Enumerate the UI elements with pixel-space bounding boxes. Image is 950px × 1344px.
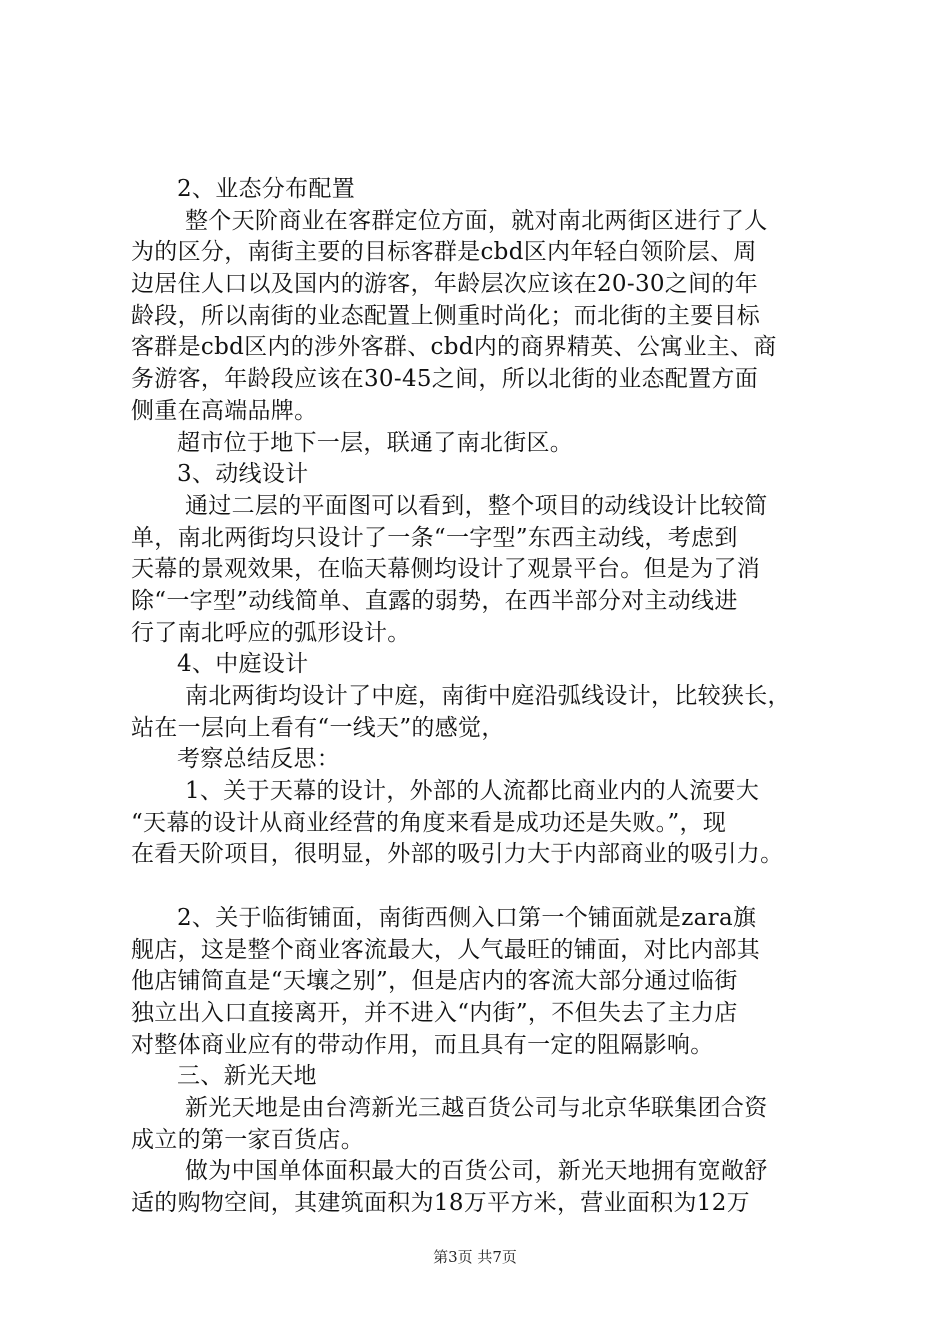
heading-reflection: 考察总结反思： [177,746,341,773]
paragraph-line: 独立出入口直接离开，并不进入“内街”，不但失去了主力店 [131,999,738,1026]
paragraph-line: 客群是cbd区内的涉外客群、cbd内的商界精英、公寓业主、商 [131,334,777,361]
paragraph-line: 适的购物空间，其建筑面积为18万平方米，营业面积为12万 [131,1190,750,1216]
paragraph-line: 超市位于地下一层，联通了南北街区。 [177,429,574,456]
page-footer: 第3页 共7页 [433,1248,517,1266]
paragraph-line: 站在一层向上看有“一线天”的感觉， [131,714,505,741]
heading-atrium-design: 4、中庭设计 [177,651,309,678]
blank-line [131,871,831,903]
paragraph-line: 整个天阶商业在客群定位方面，就对南北两街区进行了人 [185,207,768,234]
paragraph-line: 做为中国单体面积最大的百货公司，新光天地拥有宽敞舒 [185,1158,768,1185]
paragraph-line: 除“一字型”动线简单、直露的弱势，在西半部分对主动线进 [131,587,738,614]
paragraph-line: 成立的第一家百货店。 [131,1126,364,1153]
paragraph-line: 南北两街均设计了中庭，南街中庭沿弧线设计，比较狭长， [185,683,791,709]
paragraph-line: 1、关于天幕的设计，外部的人流都比商业内的人流要大 [185,778,760,805]
heading-xinguang-tiandi: 三、新光天地 [177,1063,317,1090]
paragraph-line: 单，南北两街均只设计了一条“一字型”东西主动线，考虑到 [131,524,738,551]
paragraph-line: 对整体商业应有的带动作用，而且具有一定的阻隔影响。 [131,1031,714,1058]
paragraph-line: 龄段，所以南街的业态配置上侧重时尚化；而北街的主要目标 [131,302,761,329]
paragraph-line: 侧重在高端品牌。 [131,397,318,424]
paragraph-line: 新光天地是由台湾新光三越百货公司与北京华联集团合资 [185,1094,768,1121]
paragraph-line: 务游客，年龄段应该在30-45之间，所以北街的业态配置方面 [131,366,759,393]
paragraph-line: 在看天阶项目，很明显，外部的吸引力大于内部商业的吸引力。 [131,841,784,868]
document-body [131,174,831,1220]
paragraph-line: “天幕的设计从商业经营的角度来看是成功还是失败。”，现 [131,809,727,836]
paragraph-line: 为的区分，南街主要的目标客群是cbd区内年轻白领阶层、周 [131,239,757,266]
paragraph-line: 2、关于临街铺面，南街西侧入口第一个铺面就是zara旗 [177,904,757,931]
paragraph-line: 舰店，这是整个商业客流最大，人气最旺的铺面，对比内部其 [131,936,761,963]
heading-circulation-design: 3、动线设计 [177,461,309,488]
paragraph-line: 天幕的景观效果，在临天幕侧均设计了观景平台。但是为了消 [131,556,761,583]
paragraph-line: 他店铺简直是“天壤之别”，但是店内的客流大部分通过临街 [131,968,738,995]
paragraph-line: 边居住人口以及国内的游客，年龄层次应该在20-30之间的年 [131,271,759,298]
paragraph-line: 通过二层的平面图可以看到，整个项目的动线设计比较简 [185,492,768,519]
paragraph-line: 行了南北呼应的弧形设计。 [131,619,411,646]
heading-business-layout: 2、业态分布配置 [177,176,356,202]
